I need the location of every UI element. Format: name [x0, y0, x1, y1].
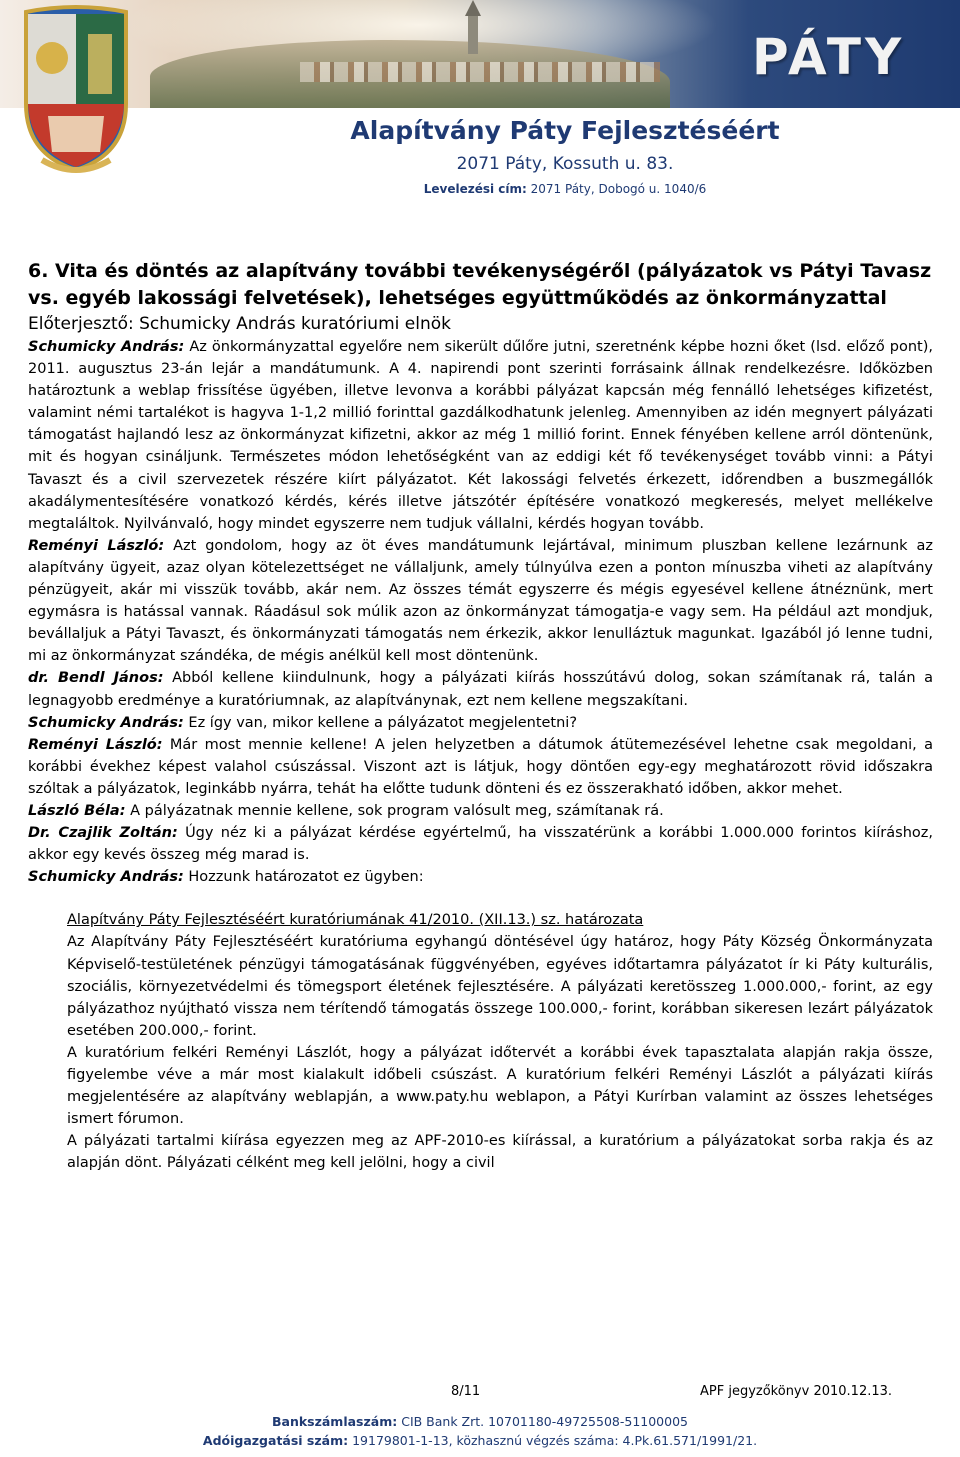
discussion-paragraph — [28, 800, 933, 822]
church-tower-illustration — [468, 14, 478, 54]
discussion-paragraph — [28, 667, 933, 711]
page-number: 8/11 — [451, 1384, 481, 1399]
speaker-name: Schumicky András: — [28, 869, 184, 886]
foundation-title: Alapítvány Páty Fejlesztéséért — [350, 116, 780, 145]
resolution-paragraph: Az Alapítvány Páty Fejlesztéséért kuratóriuma egyhangú döntésével úgy határoz, hogy Páty Község Önkormányzata Képviselő-testületének pénzügyi támogatásának függvényében, egyéves időtartamra pályázatot ír ki Páty kulturális, szociális, környezetvédelmi és tömegsport életének fejlesztésére. A pályázati keretösszeg 1.000.000,- forint, az egy pályázathoz nyújtható vissza nem térítendő támogatás összege 100.000,- forint, korábban sikeresen lezárt pályázatok esetében 200.000,- forint. — [67, 934, 933, 1039]
discussion-paragraph — [28, 822, 933, 866]
bank-account-line — [0, 1414, 960, 1429]
speaker-text: A pályázatnak mennie kellene, sok program valósult meg, számítanak rá. — [125, 802, 664, 819]
speaker-name: dr. Bendl János: — [28, 670, 164, 687]
discussion-paragraph — [28, 336, 933, 535]
discussion-paragraph — [28, 535, 933, 668]
foundation-address: 2071 Páty, Kossuth u. 83. — [456, 154, 674, 174]
speaker-name: László Béla: — [28, 802, 126, 819]
mailing-address — [160, 182, 960, 196]
speaker-name: Schumicky András: — [28, 339, 185, 355]
resolution-paragraph: A pályázati tartalmi kiírása egyezzen meg az APF-2010-es kiírással, a kuratórium a pályázatokat sorba rakja és az alapján dönt. Pályázati célként meg kell jelölni, hogy a civil — [67, 1133, 933, 1172]
speaker-text: Már most mennie kellene! A jelen helyzetben a dátumok átütemezésével lehetne csak megoldani, a korábbi évekhez képest valahol csúszással. Viszont azt is látjuk, hogy döntően egy-egy meghatározott rövid időszakra szóltak a pályázatok, leginkább nyárra, tehát ha előtte tudunk dönteni és ez összerakható időben, akkor mehet. — [28, 736, 933, 797]
coat-of-arms-icon — [8, 4, 144, 174]
speaker-name: Reményi László: — [28, 736, 163, 753]
mailing-address-label: Levelezési cím: — [423, 182, 527, 196]
discussion-paragraph — [28, 712, 933, 734]
discussion-paragraph — [28, 866, 933, 888]
speaker-name: Reményi László: — [28, 537, 165, 554]
agenda-heading: 6. Vita és döntés az alapítvány további tevékenységéről (pályázatok vs Pátyi Tavasz vs. egyéb lakossági felvetések), lehetséges együttműködés az önkormányzattal — [28, 260, 932, 309]
header-banner-photo — [0, 0, 960, 108]
bank-account-value: CIB Bank Zrt. 10701180-49725508-51100005 — [401, 1414, 688, 1429]
speaker-text: Azt gondolom, hogy az öt éves mandátumunk lejártával, minimum pluszban kellene lezárnunk az alapítvány ügyeit, azaz olyan kötelezettséget ne vállaljunk, amely túlnyúlva ezen a ponton mínuszba viheti az alapítvány pénzügyeit, akár mi visszük tovább, akár nem. Az összes témát egyszerre és mégis egyesével kellene átnéznünk, mert egymásra is hatással vannak. Ráadásul sok múlik azon az önkormányzat támogatja-e vagy sem. Ha például azt mondjuk, bevállaljuk a Pátyi Tavaszt, és önkormányzati támogatás nem érkezik, akkor lenulláztuk magunkat. Igazából jó lenne tudni, mi az önkormányzat szándéka, de mégis anélkül kell most döntenünk. — [28, 537, 933, 665]
resolution-title: Alapítvány Páty Fejlesztéséért kuratóriumának 41/2010. (XII.13.) sz. határozata — [67, 912, 644, 929]
discussion-paragraph — [28, 734, 933, 800]
speaker-text: Úgy néz ki a pályázat kérdése egyértelmű, ha visszatérünk a korábbi 1.000.000 forintos kiíráshoz, akkor egy kevés összeg még marad is. — [28, 825, 933, 864]
minutes-body — [28, 258, 933, 1174]
page-footer — [0, 1384, 960, 1404]
speaker-name: Dr. Czajlik Zoltán: — [28, 825, 178, 842]
presenter-line: Előterjesztő: Schumicky András kuratóriumi elnök — [28, 314, 451, 334]
tax-number-label: Adóigazgatási szám: — [202, 1433, 349, 1448]
document-reference: APF jegyzőkönyv 2010.12.13. — [700, 1384, 893, 1399]
resolution-paragraph: A kuratórium felkéri Reményi Lászlót, hogy a pályázat időtervét a korábbi évek tapasztalata alapján rakja össze, figyelembe véve a már most kialakult időbeli csúszást. A kuratórium felkéri Reményi Lászlót a pályázati kiírás megjelentésére az alapítvány weblapján, a www.paty.hu weblapon, a Pátyi Kurírban valamint az összes lehetséges ismert fórumon. — [67, 1044, 933, 1128]
registration-number: 4.Pk.61.571/1991/21. — [622, 1433, 758, 1448]
paty-logo: PÁTY — [752, 28, 906, 86]
speaker-text: Az önkormányzattal egyelőre nem sikerült dűlőre jutni, szeretnénk képbe hozni őket (lsd. előző pont), 2011. augusztus 23-án lejár a mandátumunk. A 4. napirendi pont szerinti forrásaink állnak rendelkezésre. Időközben határoztunk a weblap frissítése ügyében, illetve levonva a korábbi pályázat kapcsán még fennálló lehetséges kifizetést, valamint némi tartalékot is hagyva 1-1,2 millió forinttal gazdálkodhatunk jelenleg. Amennyiben az idén megnyert pályázati támogatást hajlandó lesz az önkormányzat kifizetni, akkor az még 1 millió forint. Ennek fényében kellene arról döntenünk, mit és hogyan csináljunk. Természetes módon lehetőségként van az eddigi két fő tevékenységet tovább vinni: a Pátyi Tavaszt és a civil szervezetek részére kiírt pályázatot. Két lakossági felvetés érkezett, időrendben a buszmegállók akadálymentesítésére vonatkozó kérdés, kérés illetve játszótér építésére vonatkozó megkeresés, melyet mellékelve megtaláltok. Nyilvánvaló, hogy mindet egyszerre nem tudjuk vállalni, kérdés hogyan tovább. — [28, 339, 934, 532]
speaker-text: Ez így van, mikor kellene a pályázatot megjelentetni? — [183, 714, 578, 731]
bank-account-label: Bankszámlaszám: — [271, 1414, 398, 1429]
speaker-text: Abból kellene kiindulnunk, hogy a pályázati kiírás hosszútávú dolog, sokan számítanak rá, talán a legnagyobb eredménye a kuratóriumnak, az alapítványnak, ezt nem kellene megszakítani. — [28, 670, 933, 709]
tax-number-value: 19179801-1-13, közhasznú végzés száma: — [352, 1433, 619, 1448]
speaker-name: Schumicky András: — [28, 714, 184, 731]
mailing-address-value: 2071 Páty, Dobogó u. 1040/6 — [530, 182, 707, 196]
tax-number-line — [0, 1433, 960, 1448]
speaker-text: Hozzunk határozatot ez ügyben: — [183, 869, 424, 886]
